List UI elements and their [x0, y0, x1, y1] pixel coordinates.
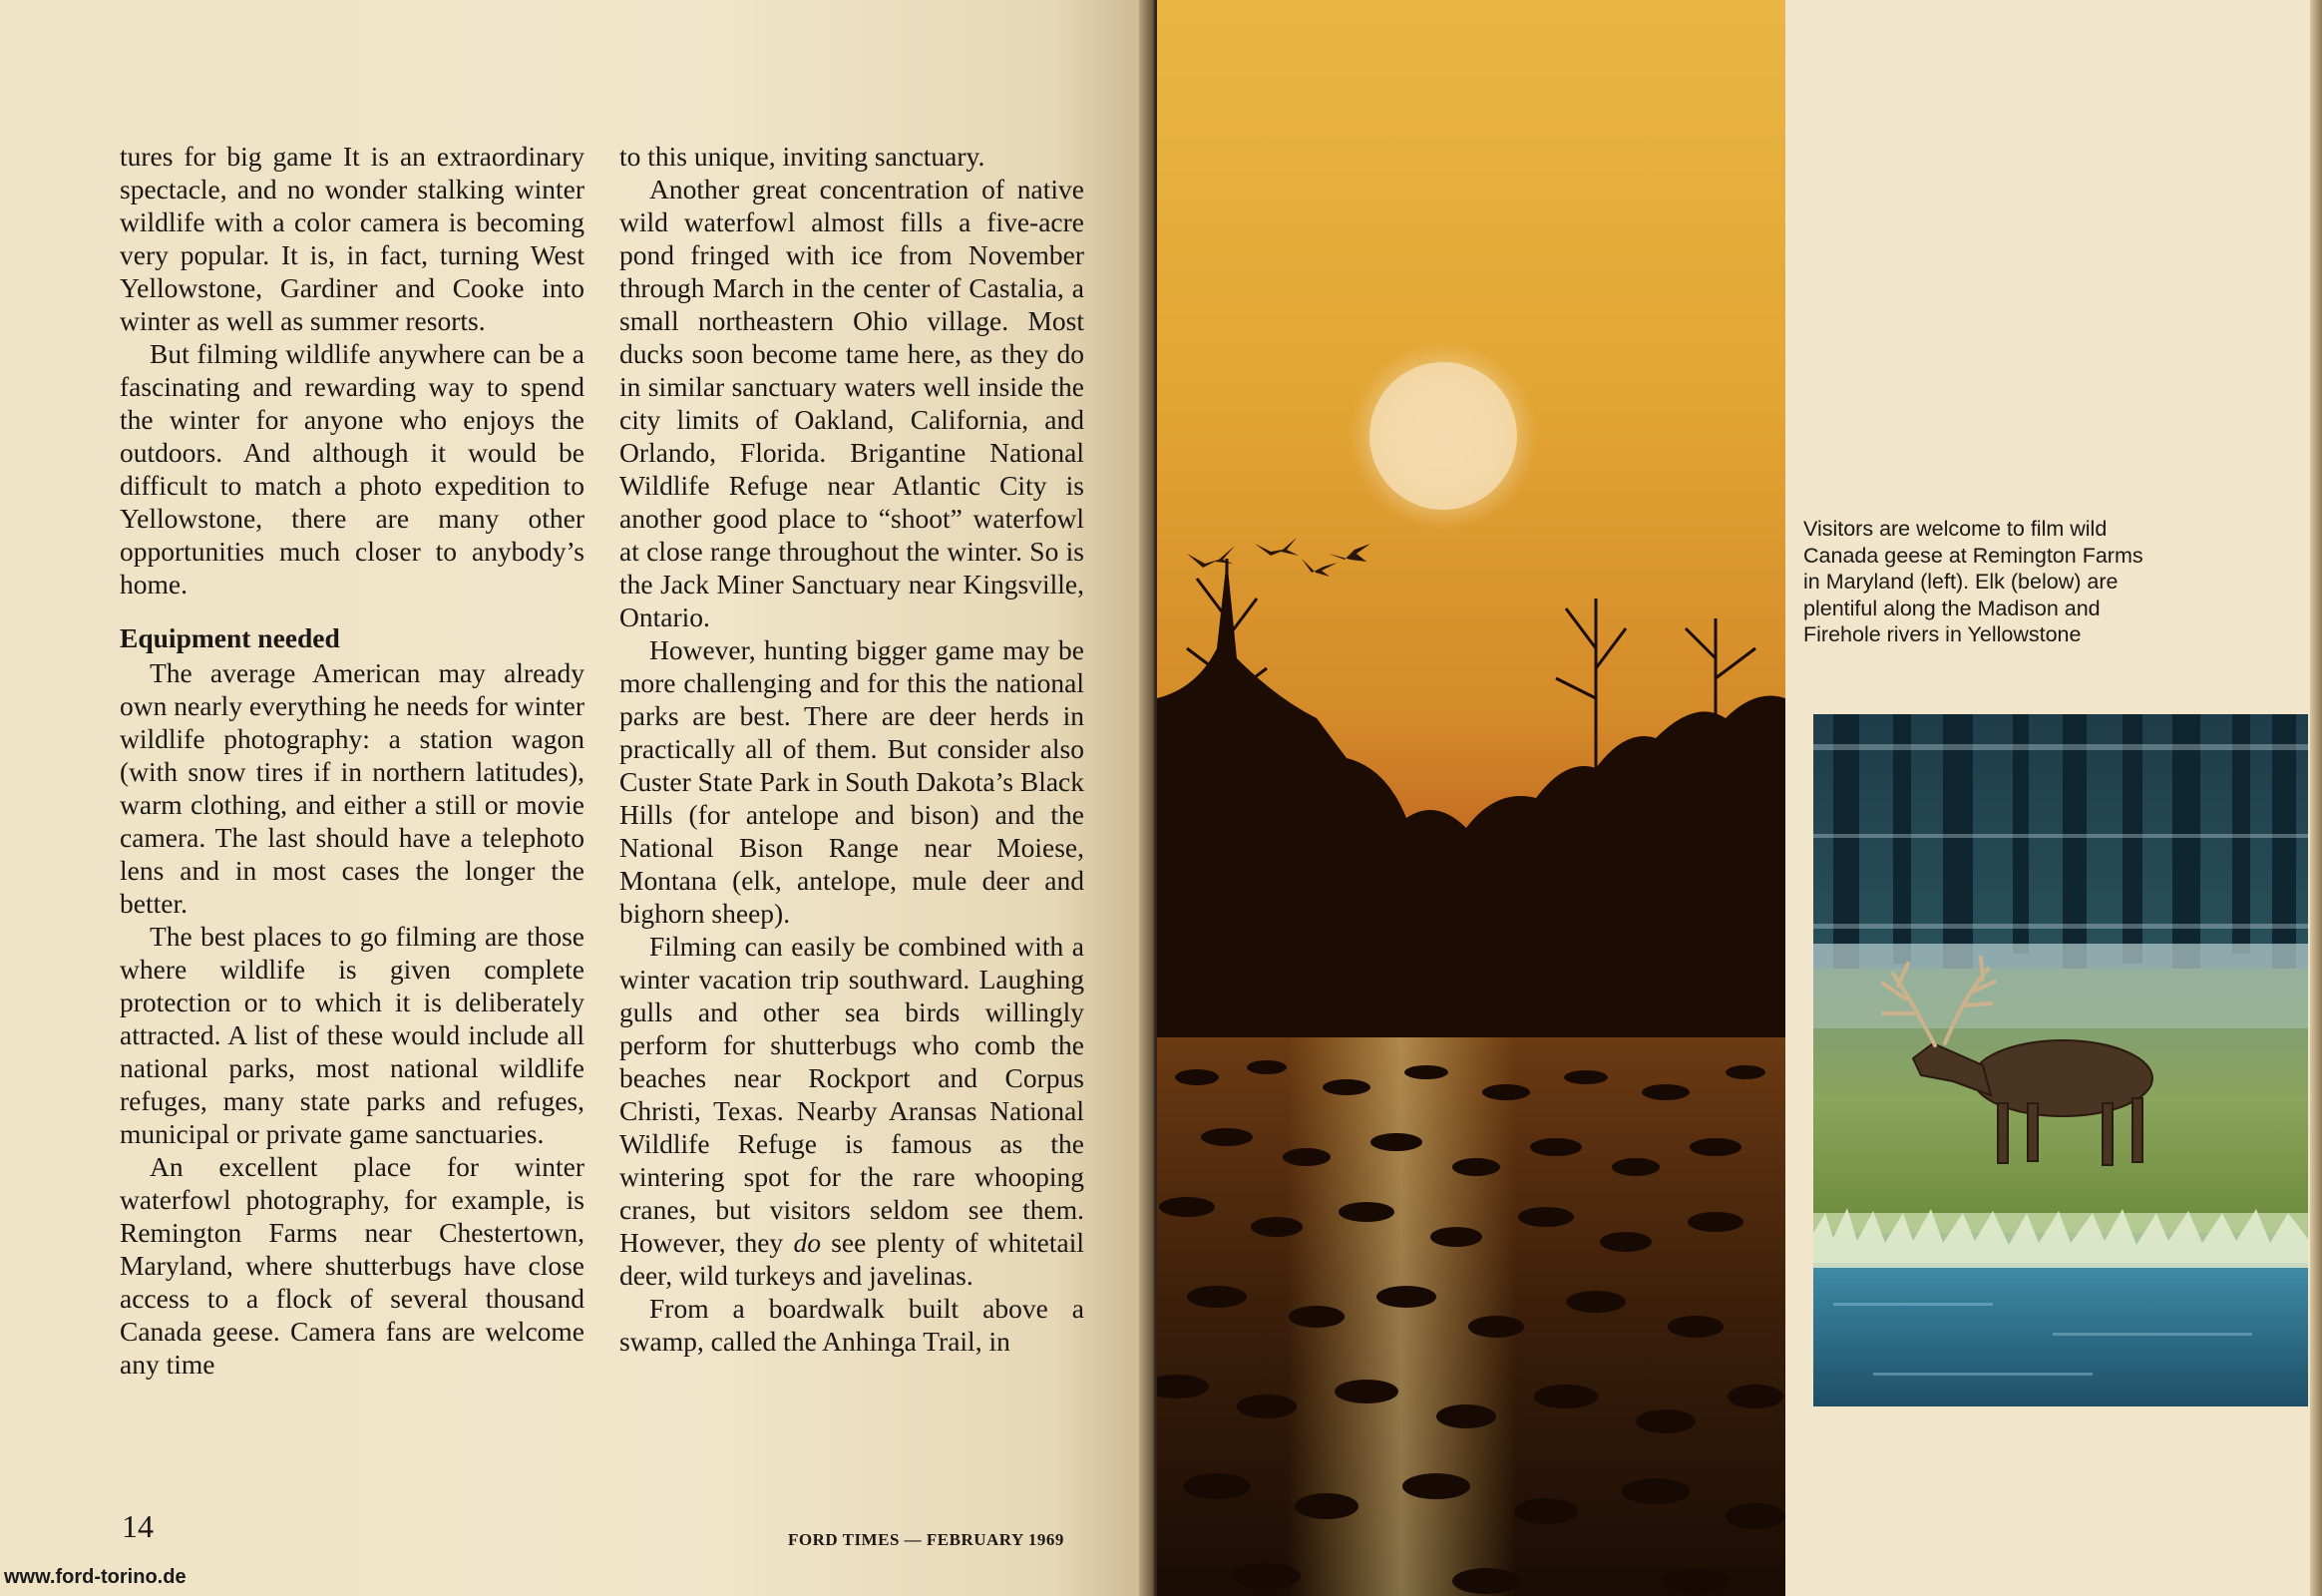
- paragraph: Filming can easily be combined with a winter vacation trip southward. Laughing gulls and other sea birds willingly perform for shutterbugs who comb the beaches near Rockport and Corpus Christi, Texas. Nearby Aransas National Wildlife Refuge is famous as the wintering spot for the rare whooping cranes, but visitors seldom see them. However, they do see plenty of whitetail deer, wild turkeys and javelinas.: [619, 931, 1084, 1291]
- paragraph: However, hunting bigger game may be more challenging and for this the national parks are best. There are deer herds in practically all of them. But consider also Custer State Park in South Dakota’s Black Hills (for antelope and bison) and the National Bison Range near Moiese, Montana (elk, antelope, mule deer and bighorn sheep).: [619, 634, 1084, 929]
- paragraph: The average American may already own nearly everything he needs for winter wildlife photography: a station wagon (with snow tires if in northern latitudes), warm clothing, and either a still or movie camera. The last should have a telephoto lens and in most cases the longer the better.: [120, 657, 584, 919]
- left-page: [0, 0, 1147, 1596]
- paragraph: to this unique, inviting sanctuary.: [619, 141, 985, 172]
- section-heading: Equipment needed: [120, 622, 340, 653]
- page-number: 14: [122, 1508, 154, 1544]
- paragraph: Another great concentration of native wild waterfowl almost fills a five-acre pond fringed with ice from November through March in the center of Castalia, a small northeastern Ohio village. Most ducks soon become tame here, as they do in similar sanctuary waters well inside the city limits of Oakland, California, and Orlando, Florida. Brigantine National Wildlife Refuge near Atlantic City is another good place to “shoot” waterfowl at close range throughout the winter. So is the Jack Miner Sanctuary near Kingsville, Ontario.: [619, 174, 1084, 632]
- paragraph: tures for big game It is an extraordinary spectacle, and no wonder stalking winter wildlife with a color camera is becoming very popular. It is, in fact, turning West Yellowstone, Gardiner and Cooke into winter as well as summer resorts.: [120, 141, 584, 336]
- photo-caption: Visitors are welcome to film wild Canada geese at Remington Farms in Maryland (left). Elk (below) are plentiful along the Madison and Firehole rivers in Yellowstone: [1803, 517, 2143, 646]
- sunset-geese-photo: [1157, 0, 1785, 1596]
- paragraph: From a boardwalk built above a swamp, called the Anhinga Trail, in: [619, 1293, 1084, 1357]
- text-column-2: [619, 140, 1084, 1358]
- paragraph: The best places to go filming are those where wildlife is given complete protection or to which it is deliberately attracted. A list of these would include all national parks, most national wildlife refuges, many state parks and refuges, municipal or private game sanctuaries.: [120, 921, 584, 1149]
- elk-photo: [1813, 714, 2308, 1406]
- page-edge: [2310, 0, 2322, 1596]
- paragraph: But filming wildlife anywhere can be a fascinating and rewarding way to spend the winter for anyone who enjoys the outdoors. And although it would be difficult to match a photo expedition to Yellowstone, there are many other opportunities much closer to anybody’s home.: [120, 338, 584, 599]
- running-footer: FORD TIMES — FEBRUARY 1969: [788, 1530, 1064, 1549]
- emphasis: do: [793, 1227, 821, 1258]
- watermark-url: www.ford-torino.de: [4, 1566, 187, 1588]
- paragraph: An excellent place for winter waterfowl photography, for example, is Remington Farms near Chestertown, Maryland, where shutterbugs have close access to a flock of several thousand Canada geese. Camera fans are welcome any time: [120, 1151, 584, 1380]
- text-column-1: [120, 140, 584, 1381]
